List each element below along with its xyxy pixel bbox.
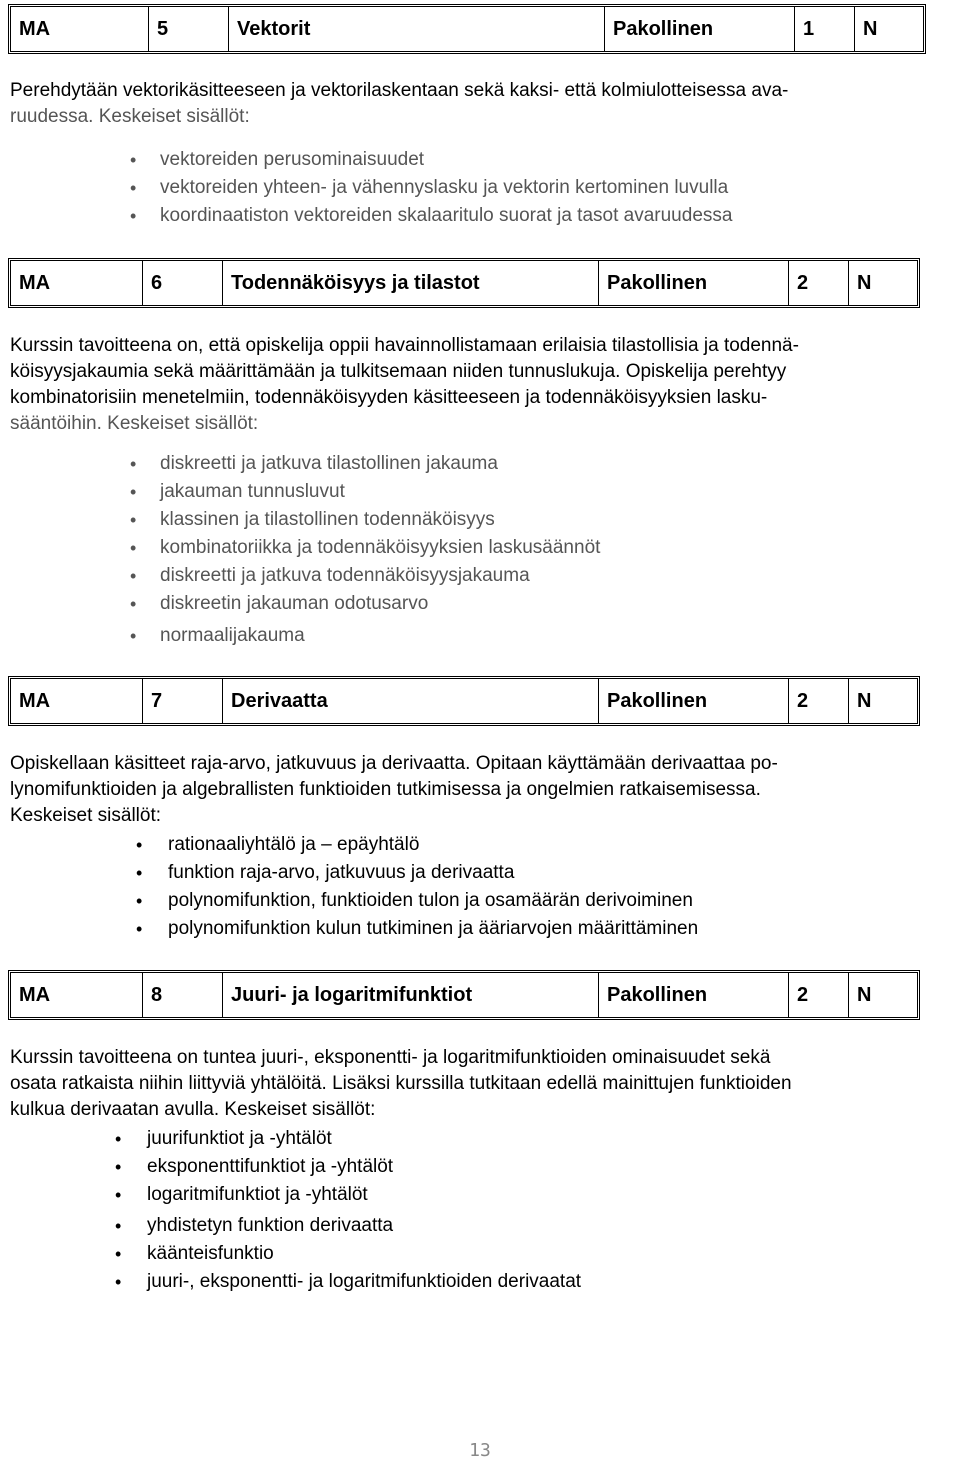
list-item: • logaritmifunktiot ja -yhtälöt	[147, 1181, 581, 1209]
list-item: • juurifunktiot ja -yhtälöt	[147, 1125, 581, 1153]
course-grade: N	[857, 689, 872, 712]
list-item: • rationaaliyhtälö ja – epäyhtälö	[168, 831, 698, 859]
list-item: • jakauman tunnusluvut	[160, 478, 600, 506]
list-item: • polynomifunktion, funktioiden tulon ja osamäärän derivoiminen	[168, 887, 698, 915]
list-item: • klassinen ja tilastollinen todennäköisyys	[160, 506, 600, 534]
course-grade: N	[857, 983, 872, 1006]
course-number: 8	[143, 973, 223, 1017]
course-grade: N	[857, 271, 872, 294]
list-item: • vektoreiden yhteen- ja vähennyslasku ja vektorin kertominen luvulla	[160, 174, 732, 202]
course-credits: 2	[789, 261, 849, 305]
list-item: • kombinatoriikka ja todennäköisyyksien laskusäännöt	[160, 534, 600, 562]
list-item: • käänteisfunktio	[147, 1240, 581, 1268]
course-name: Vektorit	[229, 7, 605, 51]
course-description-ma8: Kurssin tavoitteena on tuntea juuri-, eksponentti- ja logaritmifunktioiden ominaisuudet sekä osata ratkaista niihin liittyviä yhtälöitä. Lisäksi kurssilla tutkitaan edellä mainittujen funktioiden kulkua derivaatan avulla. Keskeiset sisällöt:	[10, 1047, 792, 1120]
course-credits: 2	[789, 973, 849, 1017]
list-item: • normaalijakauma	[160, 622, 600, 650]
course-description-ma5: Perehdytään vektorikäsitteeseen ja vektorilaskentaan sekä kaksi- että kolmiulotteisessa ava- ruudessa. Keskeiset sisällöt:	[10, 80, 789, 127]
content-list-ma6	[160, 450, 600, 650]
course-credits: 1	[795, 7, 855, 51]
course-status: Pakollinen	[599, 261, 789, 305]
course-subject: MA	[11, 679, 143, 723]
content-list-ma5	[160, 146, 732, 230]
course-description-ma7: Opiskellaan käsitteet raja-arvo, jatkuvuus ja derivaatta. Opitaan käyttämään derivaattaa po- lynomifunktioiden ja algebrallisten funktioiden tutkimisessa ja ongelmien ratkaisemisessa. Keskeiset sisällöt:	[10, 753, 778, 826]
course-status: Pakollinen	[605, 7, 795, 51]
list-item: • diskreetti ja jatkuva todennäköisyysjakauma	[160, 562, 600, 590]
list-item: • diskreetti ja jatkuva tilastollinen jakauma	[160, 450, 600, 478]
course-number: 7	[143, 679, 223, 723]
course-description-ma6: Kurssin tavoitteena on, että opiskelija oppii havainnollistamaan erilaisia tilastollisia ja todennä- köisyysjakaumia sekä määrittämään ja tulkitsemaan niiden tunnuslukuja. Opiskelija perehtyy kombinatorisiin menetelmiin, todennäköisyyden käsitteeseen ja todennäköisyyksien lasku- sääntöihin. Keskeiset sisällöt:	[10, 335, 799, 434]
course-header-ma6	[8, 258, 920, 308]
list-item: • vektoreiden perusominaisuudet	[160, 146, 732, 174]
course-subject: MA	[11, 973, 143, 1017]
course-header-ma8	[8, 970, 920, 1020]
page-number: 13	[469, 1440, 491, 1461]
list-item: • koordinaatiston vektoreiden skalaaritulo suorat ja tasot avaruudessa	[160, 202, 732, 230]
list-item: • funktion raja-arvo, jatkuvuus ja derivaatta	[168, 859, 698, 887]
course-name: Derivaatta	[223, 679, 599, 723]
course-number: 6	[143, 261, 223, 305]
course-grade: N	[863, 17, 878, 40]
course-name: Todennäköisyys ja tilastot	[223, 261, 599, 305]
course-header-ma7	[8, 676, 920, 726]
course-header-ma5	[8, 4, 926, 54]
list-item: • diskreetin jakauman odotusarvo	[160, 590, 600, 618]
list-item: • eksponenttifunktiot ja -yhtälöt	[147, 1153, 581, 1181]
content-list-ma8	[147, 1125, 581, 1296]
course-subject: MA	[11, 261, 143, 305]
list-item: • polynomifunktion kulun tutkiminen ja ääriarvojen määrittäminen	[168, 915, 698, 943]
course-status: Pakollinen	[599, 973, 789, 1017]
course-subject: MA	[11, 7, 149, 51]
list-item: • juuri-, eksponentti- ja logaritmifunktioiden derivaatat	[147, 1268, 581, 1296]
content-list-ma7	[168, 831, 698, 943]
course-status: Pakollinen	[599, 679, 789, 723]
course-credits: 2	[789, 679, 849, 723]
course-name: Juuri- ja logaritmifunktiot	[223, 973, 599, 1017]
list-item: • yhdistetyn funktion derivaatta	[147, 1212, 581, 1240]
course-number: 5	[149, 7, 229, 51]
